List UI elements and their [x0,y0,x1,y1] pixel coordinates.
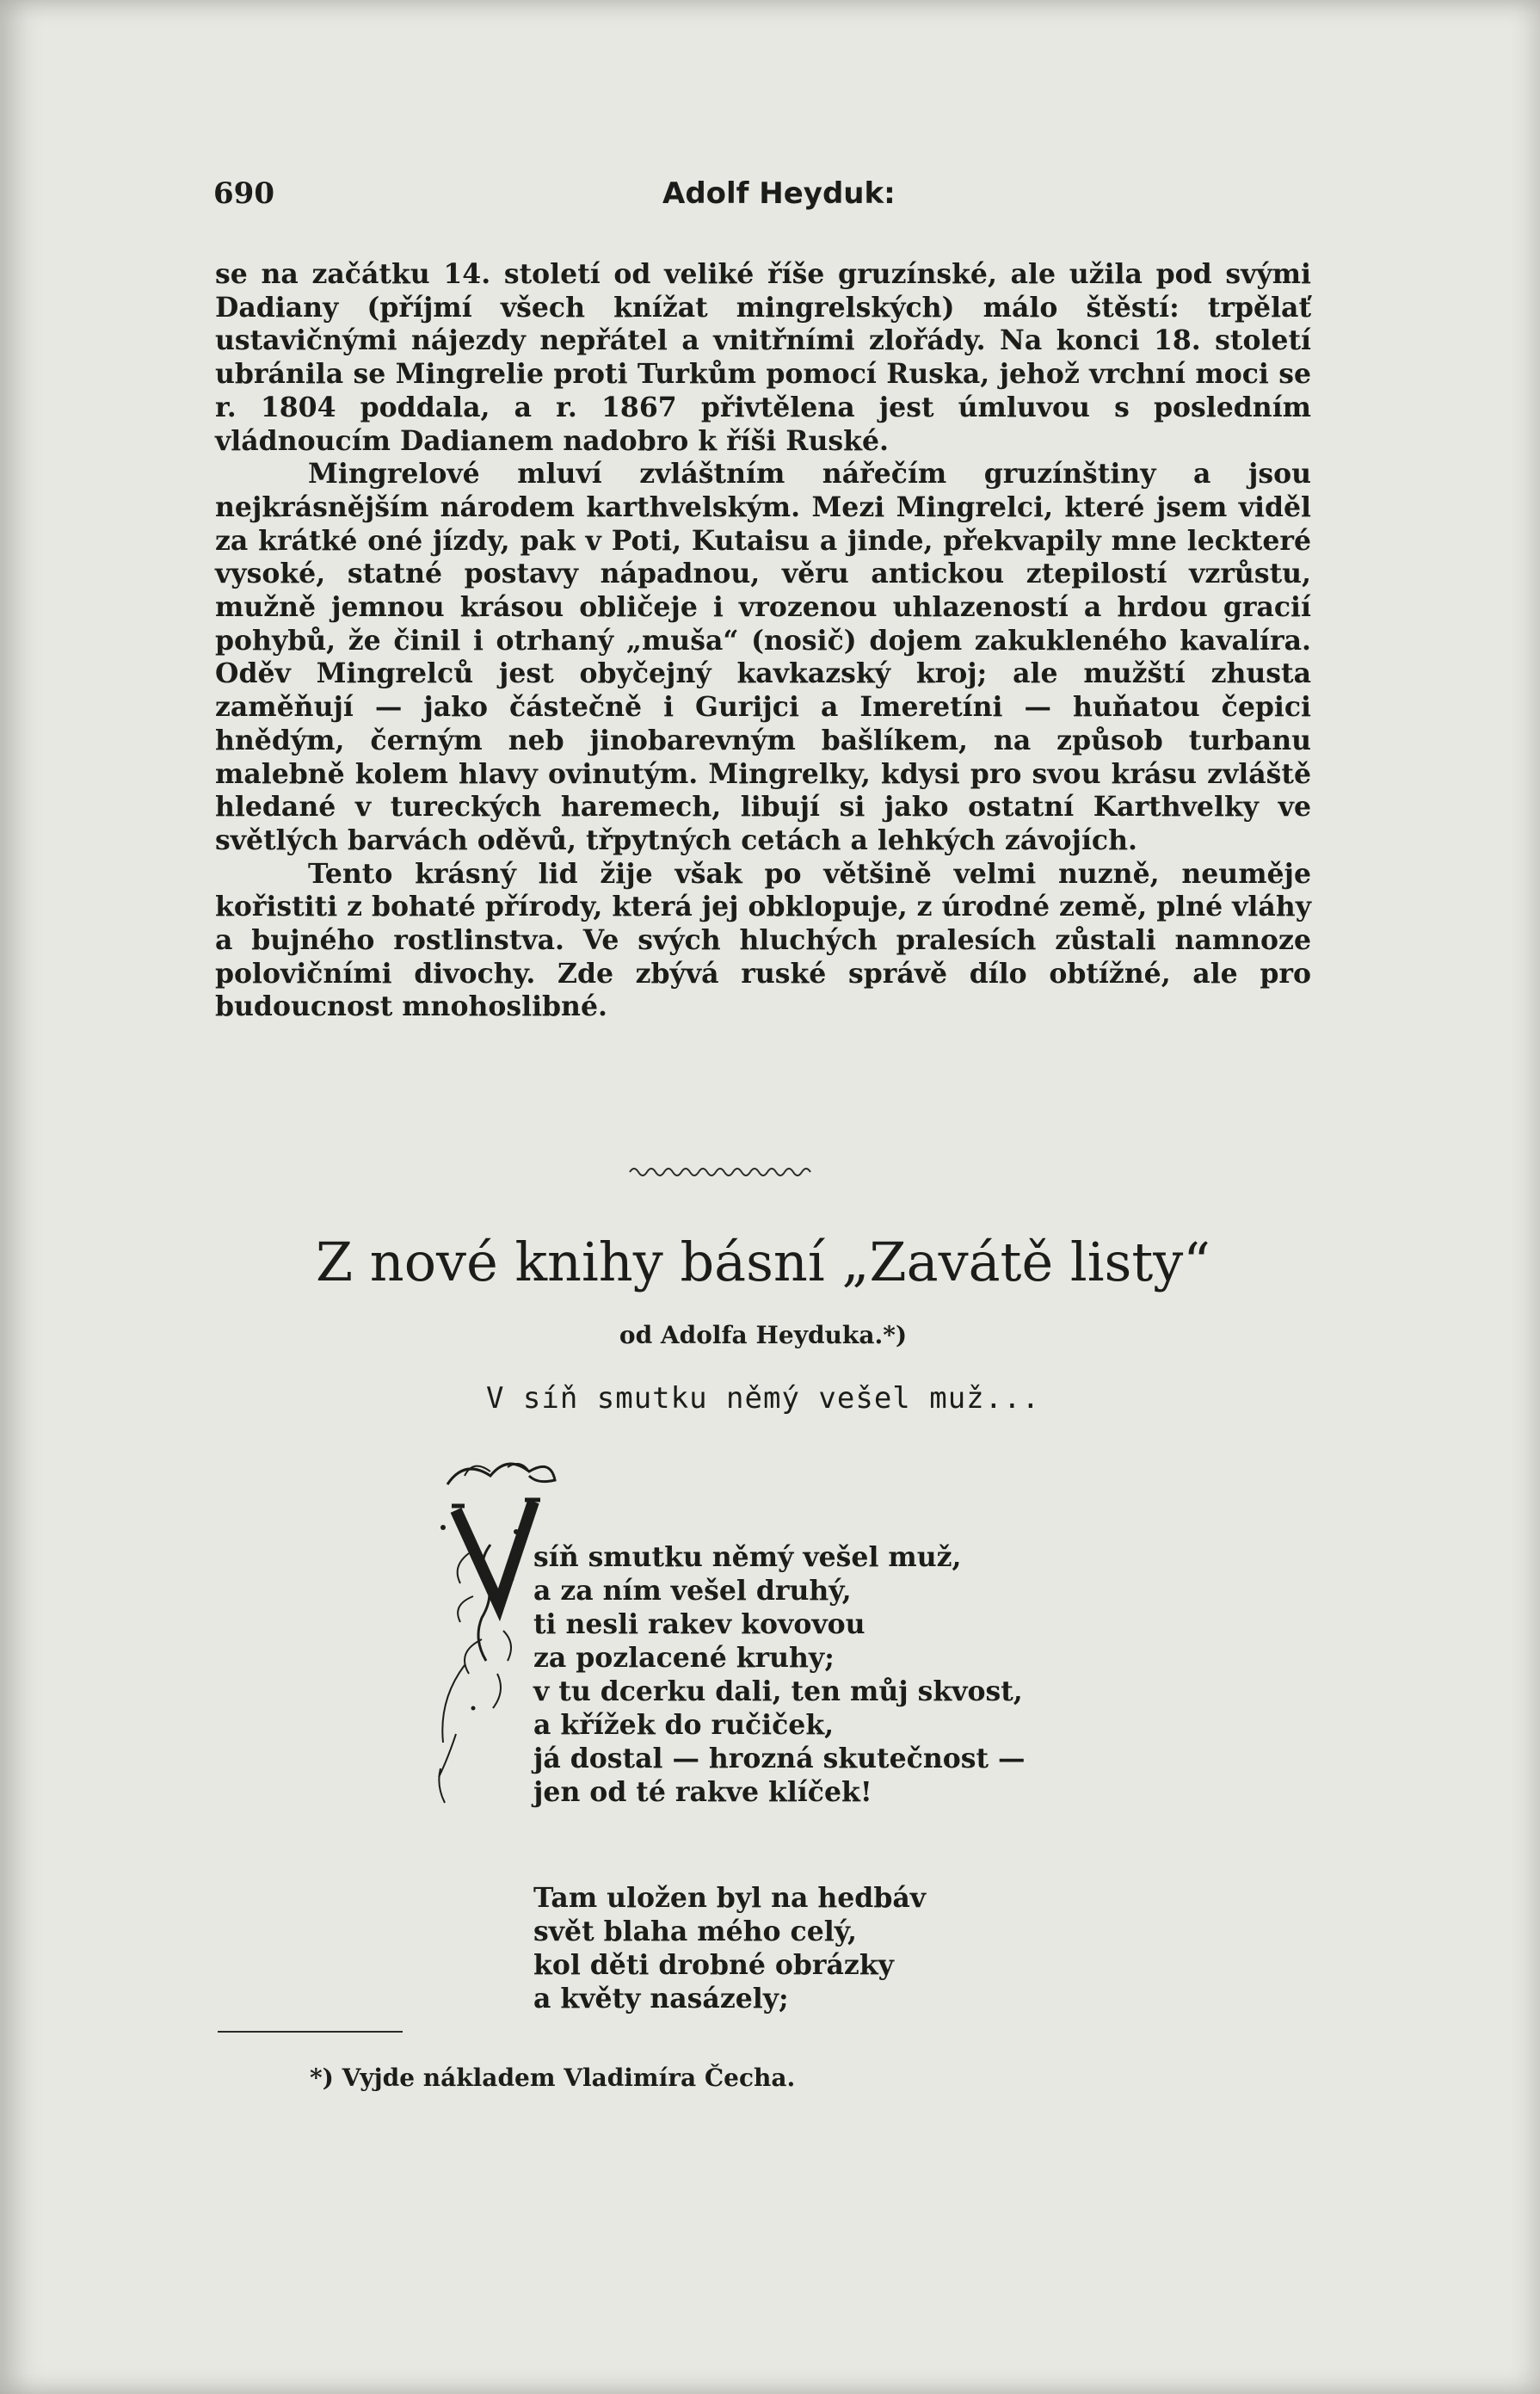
poem-stanza-1 [533,1540,1025,1809]
paragraph: se na začátku 14. století od veliké říše gruzínské, ale užila pod svými Dadiany (příjmí všech knížat mingrelských) málo štěstí: trpělať ustavičnými nájezdy nepřátel a vnitřními zlořády. Na konci 18. století ubránila se Mingrelie proti Turkům pomocí Ruska, jehož vrchní moci se r. 1804 poddala, a r. 1867 přivtělena jest úmluvou s posledním vládnoucím Dadianem nadobro k říši Ruské. [215,258,1311,457]
poem-line: síň smutku němý vešel muž, [533,1541,962,1573]
poem-line: a za ním vešel druhý, [533,1575,852,1607]
poem-line: jen od té rakve klíček! [533,1776,872,1808]
poem-stanza-2 [533,1881,926,2015]
poem-line: ti nesli rakev kovovou [533,1608,865,1640]
poem-line: v tu dcerku dali, ten můj skvost, [533,1675,1023,1707]
footnote-divider [218,2031,403,2033]
poem-title: Z nové knihy básní „Zavátě listy“ [316,1231,1210,1293]
poem-line: za pozlacené kruhy; [533,1642,835,1674]
wavy-rule-icon [628,1162,817,1179]
poem-line: kol děti drobné obrázky [533,1949,894,1981]
paragraph: Tento krásný lid žije však po většině velmi nuzně, neuměje kořistiti z bohaté přírody, která jej obklopuje, z úrodné země, plné vláhy a bujného rostlinstva. Ve svých hluchých pralesích zůstali namnoze polovičními divochy. Zde zbývá ruské správě dílo obtížné, ale pro budoucnost mnohoslibné. [215,857,1311,1023]
running-head: Adolf Heyduk: [662,176,896,211]
page-number: 690 [213,176,274,211]
poem-line: a květy nasázely; [533,1983,789,2015]
poem-line: svět blaha mého celý, [533,1916,857,1947]
page-header [213,176,1315,219]
poem-line: a křížek do ručiček, [533,1709,835,1741]
prose-section [215,258,1311,1024]
paragraph: Mingrelové mluví zvláštním nářečím gruzínštiny a jsou nejkrásnějším národem karthvelským. Mezi Mingrelci, které jsem viděl za krátké oné jízdy, pak v Poti, Kutaisu a jinde, překvapily mne leckteré vysoké, statné postavy nápadnou, věru antickou ztepilostí vzrůstu, mužně jemnou krásou obličeje i vrozenou uhlazeností a hrdou gracií pohybů, že činil i otrhaný „muša“ (nosič) dojem zakukleného kavalíra. Oděv Mingrelců jest obyčejný kavkazský kroj; ale mužští zhusta zaměňují — jako částečně i Gurijci a Imeretíni — huňatou čepici hnědým, černým neb jinobarevným bašlíkem, na způsob turbanu malebně kolem hlavy ovinutým. Mingrelky, kdysi pro svou krásu zvláště hledané v tureckých haremech, libují si jako ostatní Karthvelky ve světlých barvách oděvů, třpytných cetách a lehkých závojích. [215,458,1311,856]
poem-byline: od Adolfa Heyduka.*) [619,1321,908,1349]
poem-epigraph: V síň smutku němý vešel muž... [485,1381,1041,1416]
poem-line: já dostal — hrozná skutečnost — [533,1743,1026,1774]
poem-line: Tam uložen byl na hedbáv [533,1882,927,1914]
footnote: *) Vyjde nákladem Vladimíra Čecha. [310,2064,796,2092]
